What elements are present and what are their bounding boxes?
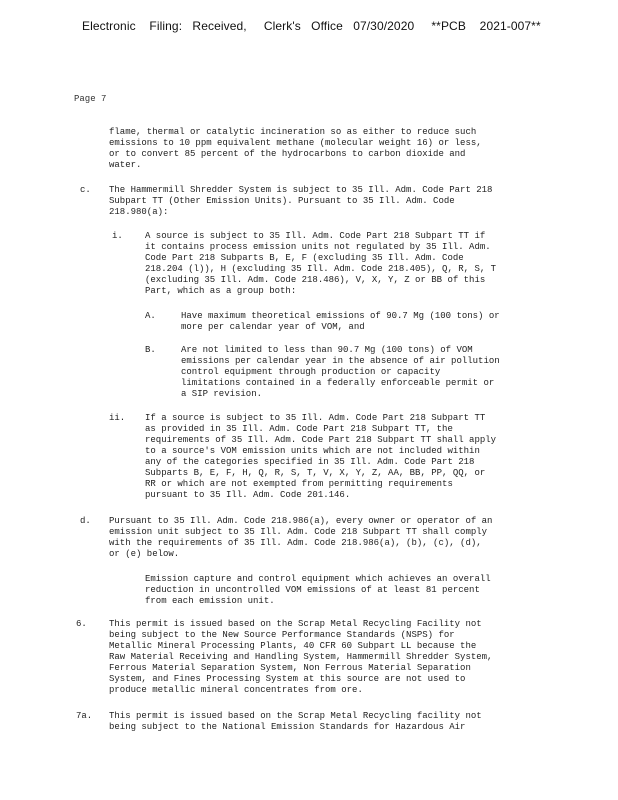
item-6-text: This permit is issued based on the Scrap Metal Recycling Facility not being subject to the New Source Performance Standards (NSPS) for Metallic Mineral Processing Plants, 40 CFR 60 Subpart LL because the Raw Material Receiving and Handling System, Hammermill Shredder System, Ferrous Material Separation System, Non Ferrous Material Separation System, and Fines Processing System at this source are not used to produce metallic mineral concentrates from ore. xyxy=(109,619,493,695)
item-7a-text: This permit is issued based on the Scrap Metal Recycling facility not being subject to the National Emission Standards for Hazardous Air xyxy=(109,711,482,732)
item-c-i-b-text: Are not limited to less than 90.7 Mg (100 tons) of VOM emissions per calendar year in the absence of air pollution control equipment through production or capacity limitations contained in a federally enforceable permit or a SIP revision. xyxy=(181,345,500,399)
item-c-i-label: i. xyxy=(112,231,123,241)
item-d-text: Pursuant to 35 Ill. Adm. Code 218.986(a), every owner or operator of an emission unit subject to 35 Ill. Adm. Code 218 Subpart TT shall comply with the requirements of 35 Ill. Adm. Code 218.986(a), (b), (c), (d), or (e) below. xyxy=(109,516,493,559)
item-c-ii-text: If a source is subject to 35 Ill. Adm. Code Part 218 Subpart TT as provided in 35 Ill. Adm. Code Part 218 Subpart TT, the requirements of 35 Ill. Adm. Code Part 218 Subpart TT shall apply to a source's VOM emission units which are not included within any of the categories specified in 35 Ill. Adm. Code Part 218 Subparts B, E, F, H, Q, R, S, T, V, X, Y, Z, AA, BB, PP, QQ, or RR or which are not exempted from permitting requirements pursuant to 35 Ill. Adm. Code 201.146. xyxy=(145,413,497,500)
filing-header: Electronic Filing: Received, Clerk's Office 07/30/2020 **PCB 2021-007** xyxy=(82,19,541,33)
item-d-label: d. xyxy=(80,516,91,526)
intro-paragraph: flame, thermal or catalytic incineration so as either to reduce such emissions to 10 ppm equivalent methane (molecular weight 16) or less, or to convert 85 percent of the hydrocarbons to carbon dioxide and water. xyxy=(109,127,482,170)
item-c-ii-label: ii. xyxy=(109,413,126,423)
page-number: Page 7 xyxy=(74,94,107,104)
item-c-i-b-label: B. xyxy=(145,345,156,355)
item-c-i-text: A source is subject to 35 Ill. Adm. Code Part 218 Subpart TT if it contains process emission units not regulated by 35 Ill. Adm. Code Part 218 Subparts B, E, F (excluding 35 Ill. Adm. Code 218.204 (l)), H (excluding 35 Ill. Adm. Code 218.405), Q, R, S, T (excluding 35 Ill. Adm. Code 218.486), V, X, Y, Z or BB of this Part, which as a group both: xyxy=(145,231,497,296)
item-d-subparagraph: Emission capture and control equipment which achieves an overall reduction in uncontrolled VOM emissions of at least 81 percent from each emission unit. xyxy=(145,574,491,606)
item-7a-label: 7a. xyxy=(76,711,93,721)
item-c-text: The Hammermill Shredder System is subject to 35 Ill. Adm. Code Part 218 Subpart TT (Other Emission Units). Pursuant to 35 Ill. Adm. Code 218.980(a): xyxy=(109,185,493,217)
item-6-label: 6. xyxy=(76,619,87,629)
item-c-label: c. xyxy=(80,185,91,195)
item-c-i-a-text: Have maximum theoretical emissions of 90.7 Mg (100 tons) or more per calendar year of VOM, and xyxy=(181,311,500,332)
item-c-i-a-label: A. xyxy=(145,311,156,321)
